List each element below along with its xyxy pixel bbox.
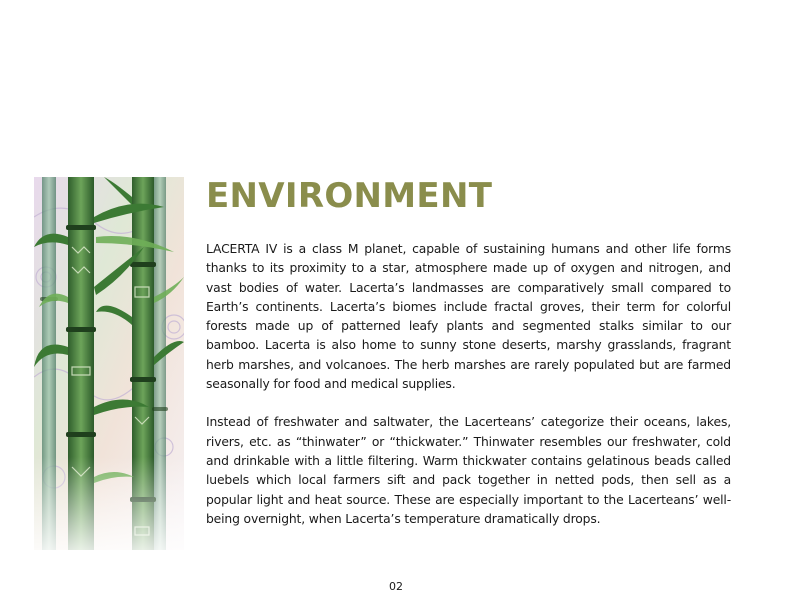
body-text (206, 240, 731, 529)
bamboo-illustration (34, 177, 184, 550)
page-number: 02 (389, 580, 403, 593)
paragraph-1: LACERTA IV is a class M planet, capable of sustaining humans and other life forms thanks to its proximity to a star, atmosphere made up of oxygen and nitrogen, and vast bodies of water. Lacerta’s landmasses are comparatively small compared to Earth’s continents. Lacerta’s biomes include fractal groves, their term for colorful forests made up of patterned leafy plants and segmented stalks similar to our bamboo. Lacerta is also home to sunny stone deserts, marshy grasslands, fragrant herb marshes, and volcanoes. The herb marshes are rarely populated but are farmed seasonally for food and medical supplies. (206, 242, 731, 392)
paragraph-2: Instead of freshwater and saltwater, the Lacerteans’ categorize their oceans, lakes, rivers, etc. as “thinwater” or “thickwater.” Thinwater resembles our freshwater, cold and drinkable with a little filtering. Warm thickwater contains gelatinous beads called luebels which local farmers sift and pack together in netted pods, then sell as a popular light and heat source. These are especially important to the Lacerteans’ well-being overnight, when Lacerta’s temperature dramatically drops. (206, 415, 731, 526)
page-title: ENVIRONMENT (206, 176, 493, 216)
